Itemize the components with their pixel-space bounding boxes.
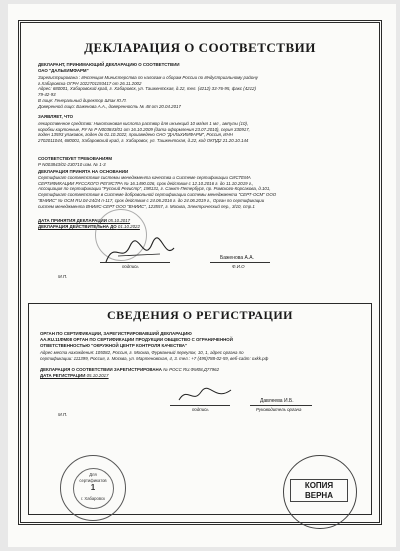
product-line: лекарственное средство: Никотиновая кислота раствор для инъекций 10 мг/мл 1 мл , ампулы (10),	[38, 121, 249, 126]
product-line: коробки картонные, РУ № Р N003843/01 от 16.10.2009 (дата оформления 23.07.2010), серия 330917,	[38, 126, 250, 132]
caption-head-signature: подпись	[192, 407, 209, 412]
signatory-name: Баженова А.А.	[220, 255, 254, 261]
basis-line: СЕРТИФИКАЦИИ РУССКОГО РЕГИСТРА № 16.1490.026, срок действия с 12.10.2016 г. до 11.10.2019 г.,	[38, 180, 254, 186]
caption-name: Ф.И.О	[232, 264, 245, 269]
claims-heading: ЗАЯВЛЯЕТ, ЧТО	[38, 114, 74, 119]
org-detail-line: Адрес места нахождения: 105082, Россия, г. Москва, Фурманный переулок, 10, 1, адрес органа по	[40, 350, 244, 355]
org-heading: ОРГАН ПО СЕРТИФИКАЦИИ, ЗАРЕГИСТРИРОВАВШИЙ ДЕКЛАРАЦИЮ	[40, 331, 192, 336]
declarant-line: 79-42-93	[38, 92, 56, 98]
reg-date-row	[40, 373, 109, 379]
accepted-value: 05.10.2017	[108, 218, 131, 223]
product-line: 2702011044, 680001, Хабаровский край, г. Хабаровск, ул. Ташкентская, д.22, код ОКПД2 21.20.10.144	[38, 138, 249, 144]
name-line	[210, 262, 270, 263]
requirements-value: Р N003843/01-230710 изм. № 1-3	[38, 162, 106, 167]
caption-mp-registration: М.П.	[58, 412, 68, 417]
head-name: Давлеева И.Б.	[260, 398, 294, 404]
product-line: годен 13593 упаковок, годен до 01.10.2022, произведено ОАО "ДАЛЬХИМФАРМ", Россия, ИНН	[38, 132, 233, 138]
registration-title: СВЕДЕНИЯ О РЕГИСТРАЦИИ	[106, 308, 294, 322]
stamp-text: Для	[89, 472, 97, 477]
head-signature-line	[170, 405, 230, 406]
certificates-stamp	[60, 455, 126, 521]
org-name-line: АА.RU.11ФМ08 ОРГАН ПО СЕРТИФИКАЦИИ ПРОДУКЦИИ ОБЩЕСТВО С ОГРАНИЧЕННОЙ	[40, 337, 233, 342]
reg-date-value: 05.10.2017	[86, 373, 109, 378]
head-signature	[175, 384, 235, 406]
basis-line: систем менеджмента ВНИИС-СЕРТ ООО "ВНИИС", 123557, г. Москва, Электрический пер., 3/10, стр.1	[38, 203, 255, 209]
declarant-name: ОАО "ДАЛЬХИМФАРМ"	[38, 68, 89, 73]
basis-line: Сертификат соответствия системы менеджмента качества и Системе сертификации СИСТЕМА	[38, 175, 251, 180]
signature-line	[100, 262, 170, 263]
reg-label: ДЕКЛАРАЦИЯ О СООТВЕТСТВИИ ЗАРЕГИСТРИРОВАНА	[40, 367, 162, 372]
caption-mp: М.П.	[58, 274, 68, 279]
requirements-heading: СООТВЕТСТВУЕТ ТРЕБОВАНИЯМ	[38, 156, 113, 161]
declarant-line: Доверенной лицо: Баженова А.А., доверенность № 48 от 20.04.2017	[38, 103, 181, 109]
declarant-heading: ДЕКЛАРАНТ, ПРИНИМАЮЩИЙ ДЕКЛАРАЦИЮ О СООТВЕТСТВИИ	[38, 62, 180, 67]
org-details	[40, 350, 268, 361]
declarant-line: г.Хабаровска ОГРН 1022701193417 от 26.11.2002	[38, 80, 142, 86]
basis-line: Ассоциация по сертификации "Русский Регистр", 198131, г. Санкт-Петербург, пр. Римского-Корсакова, д.101,	[38, 186, 271, 192]
org-detail-line: сертификации: 111399, Россия, г. Москва, ул. Мартеновская, 4, 3. тел.: +7 (495)788-02-59, веб-сайт: oxkk.pф	[40, 355, 269, 361]
registration-row	[40, 367, 219, 373]
basis-line: "ВНИИС" № ОСМ RU.04-24/24 п-117, срок действия с 24.06.2016 г. до 24.06.2019 г., Орган по сертификации	[38, 197, 265, 203]
page-title: ДЕКЛАРАЦИЯ О СООТВЕТСТВИИ	[84, 40, 316, 55]
declarant-line: В лице: Генеральный директор Шпак Ю.П.	[38, 97, 127, 103]
declarant-details	[38, 75, 258, 109]
basis-heading: ДЕКЛАРАЦИЯ ПРИНЯТА НА ОСНОВАНИИ	[38, 169, 129, 174]
reg-number: № РОСС RU.ФМ08.Д77962	[163, 367, 220, 372]
declarant-signature	[100, 234, 180, 270]
basis-line: Сертификат соответствия в Системе добровольной сертификации системы менеджмента "СЕРТ-ОСМ" ООО	[38, 192, 277, 198]
declarant-line: Зарегистрирована : Инспекция Министерства по налогам и сборам России по Индустриальному району	[38, 75, 258, 80]
org-name-line: ОТВЕТСТВЕННОСТЬЮ "ОКРУЖНОЙ ЦЕНТР КОНТРОЛЯ КАЧЕСТВА"	[40, 343, 188, 348]
stamp-text: г. Хабаровск	[81, 496, 105, 501]
caption-head: Руководитель органа	[256, 407, 302, 412]
caption-signature: подпись	[122, 264, 139, 269]
valid-value: 01.10.2022	[117, 224, 140, 229]
stamp-copy-text: КОПИЯ	[304, 481, 334, 490]
declarant-line: Адрес: 680001, Хабаровский край, г. Хабаровск, ул. Ташкентская, д.22, тел. (4212) 33-76-95, факс (4212)	[38, 86, 256, 92]
accepted-label: ДАТА ПРИНЯТИЯ ДЕКЛАРАЦИИ	[38, 218, 107, 223]
stamp-copy-text: ВЕРНА	[304, 491, 333, 500]
product-description	[38, 121, 250, 144]
stamp-band	[290, 479, 348, 502]
stamp-text: сертификатов	[79, 478, 107, 483]
basis-details	[38, 175, 276, 209]
head-name-line	[250, 405, 312, 406]
valid-label: ДЕКЛАРАЦИЯ ДЕЙСТВИТЕЛЬНА ДО	[38, 224, 117, 229]
copy-certified-stamp	[283, 455, 357, 529]
reg-date-label: ДАТА РЕГИСТРАЦИИ	[40, 373, 86, 378]
stamp-number: 1	[90, 483, 96, 492]
